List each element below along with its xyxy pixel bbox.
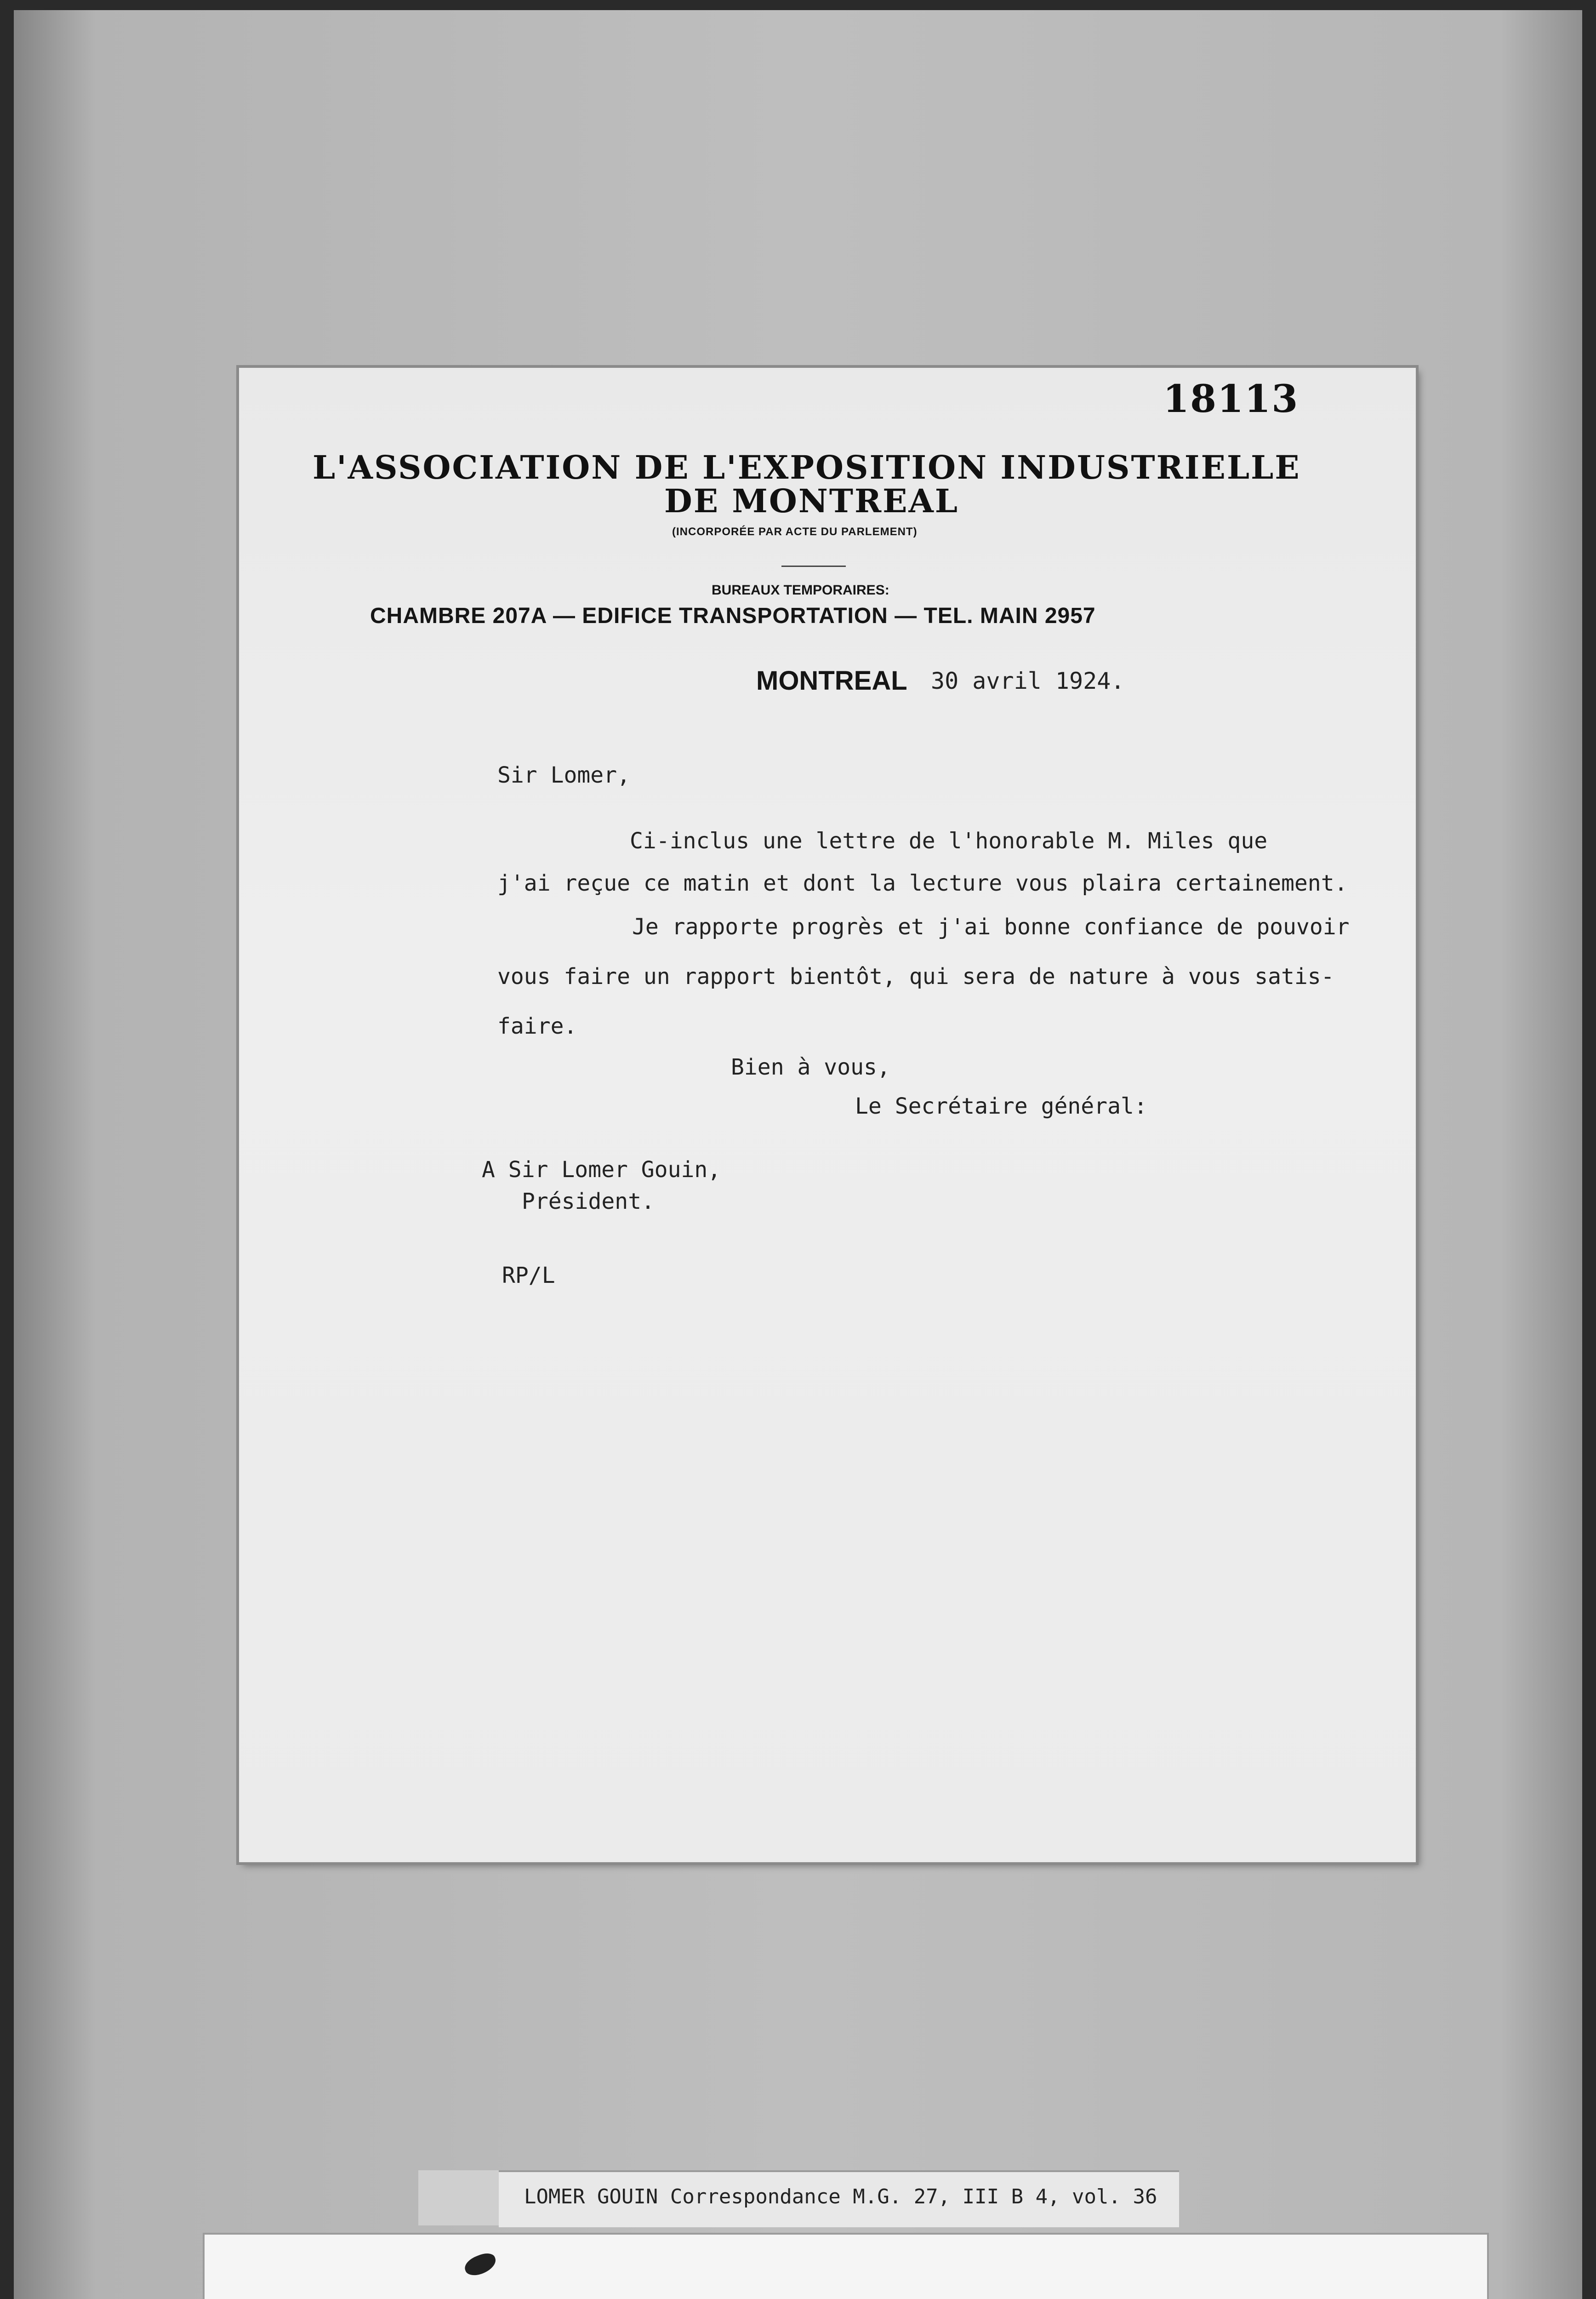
film-edge-left [0,0,14,2299]
addressee-title: Président. [522,1189,655,1214]
letterhead-address-line: CHAMBRE 207A — EDIFICE TRANSPORTATION — TEL. MAIN 2957 [370,604,1096,628]
reference-initials: RP/L [502,1263,555,1288]
dateline-date: 30 avril 1924. [931,668,1125,694]
letterhead-org-line1: L'ASSOCIATION DE L'EXPOSITION INDUSTRIELLE [313,448,1301,486]
archives-card [205,2235,1487,2299]
salutation: Sir Lomer, [497,762,630,788]
addressee-name: A Sir Lomer Gouin, [482,1157,721,1183]
body-line: j'ai reçue ce matin et dont la lecture vous plaira certainement. [497,870,1348,896]
closing: Bien à vous, [731,1054,890,1080]
letterhead-incorporation: (INCORPORÉE PAR ACTE DU PARLEMENT) [672,526,918,538]
collection-tag-text: LOMER GOUIN Correspondance M.G. 27, III B 4, vol. 36 [524,2185,1157,2208]
signature-title: Le Secrétaire général: [855,1093,1147,1119]
document-number: 18113 [1163,377,1299,421]
film-edge-right [1582,0,1596,2299]
letterhead-org-line2: DE MONTREAL [664,482,959,520]
collection-tag-stub [418,2170,501,2225]
body-line: vous faire un rapport bientôt, qui sera de nature à vous satis- [497,964,1334,989]
body-line: faire. [497,1013,577,1039]
letterhead-divider [781,566,846,567]
letterhead-bureaux-label: BUREAUX TEMPORAIRES: [712,583,889,598]
dateline-city: MONTREAL [756,666,907,696]
body-line: Je rapporte progrès et j'ai bonne confiance de pouvoir [632,914,1350,940]
body-line: Ci-inclus une lettre de l'honorable M. Miles que [630,828,1268,854]
film-edge-top [0,0,1596,10]
